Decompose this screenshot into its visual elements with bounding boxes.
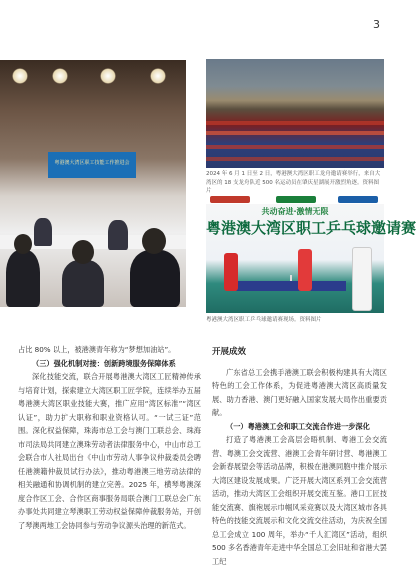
page-number: 3 <box>373 18 380 31</box>
dragon-boat-caption: 2024 年 6 月 1 日至 2 日，粤港澳大湾区职工龙舟邀请赛举行，来自大湾区的 18 支龙舟队近 500 名运动员在肇庆星湖展开激烈角逐。资料图片 <box>206 171 381 194</box>
section-heading: （三）强化机制对接：创新跨境服务保障体系 <box>32 358 176 368</box>
table-tennis-photo <box>206 195 416 313</box>
right-column <box>212 346 387 568</box>
lead-text: 占比 80% 以上，被港澳青年称为“梦想加油站”。 <box>18 345 176 354</box>
dragon-boat-photo <box>206 59 384 168</box>
table-tennis-caption: 粤港澳大湾区职工乒乓球邀请赛现场。资料图片 <box>206 317 322 323</box>
event-title: 粤港澳大湾区职工乒乓球邀请赛 <box>206 219 416 237</box>
left-column <box>18 343 201 532</box>
subheading: （一）粤港澳工会和职工交流合作进一步深化 <box>226 421 370 431</box>
conference-screen <box>48 152 136 178</box>
section-title: 开展成效 <box>212 347 247 357</box>
right-intro: 广东省总工会携手港澳工联会积极构建具有大湾区特色的工会工作体系，为促进粤港澳大湾区高质量发展、助力香港、澳门更好融入国家发展大局作出重要贡献。 <box>212 367 387 417</box>
right-paragraph: 打造了粤港澳工会高层会晤机制、粤港工会交流营、粤澳工会交流营、港澳工会青年研讨营、粤港澳工会新春展望会等活动品牌，积极在港澳同胞中推介展示大湾区建设发展成果。广泛开展大湾区系列工会交流营活动，推动大湾区工会组织开展交流互鉴。港口工匠技能交流赛、旗袍展示巾帼风采竞赛以及大湾区城市各具特色的技能交流展示和文化交流交往活动，为庆祝全国总工会成立 100 周年，举办“千人汇湾区”活动，组织 500 多名香港青年走进中华全国总工会旧址和省港大罢工纪 <box>212 435 387 566</box>
left-paragraph: 深化技能交流，联合开展粤港澳大湾区工匠精神传承与培育计划，探索建立大湾区职工匠学院，连续举办五届粤港澳大湾区职业技能大赛，推广应用“湾区标准”“湾区认证”，助力扩大职称和职业资格认可。“一试三证”范围。深化权益保障，珠海市总工会与澳门工联总会、珠海市司法局共同建立澳珠劳动者法律服务中心，中山市总工会联合市人社局出台《中山市劳动人事争议仲裁委员会聘任港澳籍仲裁员试行办法》，推动粤港澳三地劳动法律的相关融通和协调机制的建立完善。2025 年，横琴粤澳深度合作区工会、合作区商事服务局联合澳门工联总会广东办事处共同建立琴澳职工劳动权益保障仲裁服务站，开创了琴澳两地工会协同参与劳动争议源头治理的新范式。 <box>18 372 201 530</box>
screen-text: 粤港澳大湾区职工技能工作推进会 <box>54 160 130 166</box>
event-slogan: 共动奋进·激情无限 <box>261 207 329 216</box>
conference-photo <box>0 60 186 307</box>
